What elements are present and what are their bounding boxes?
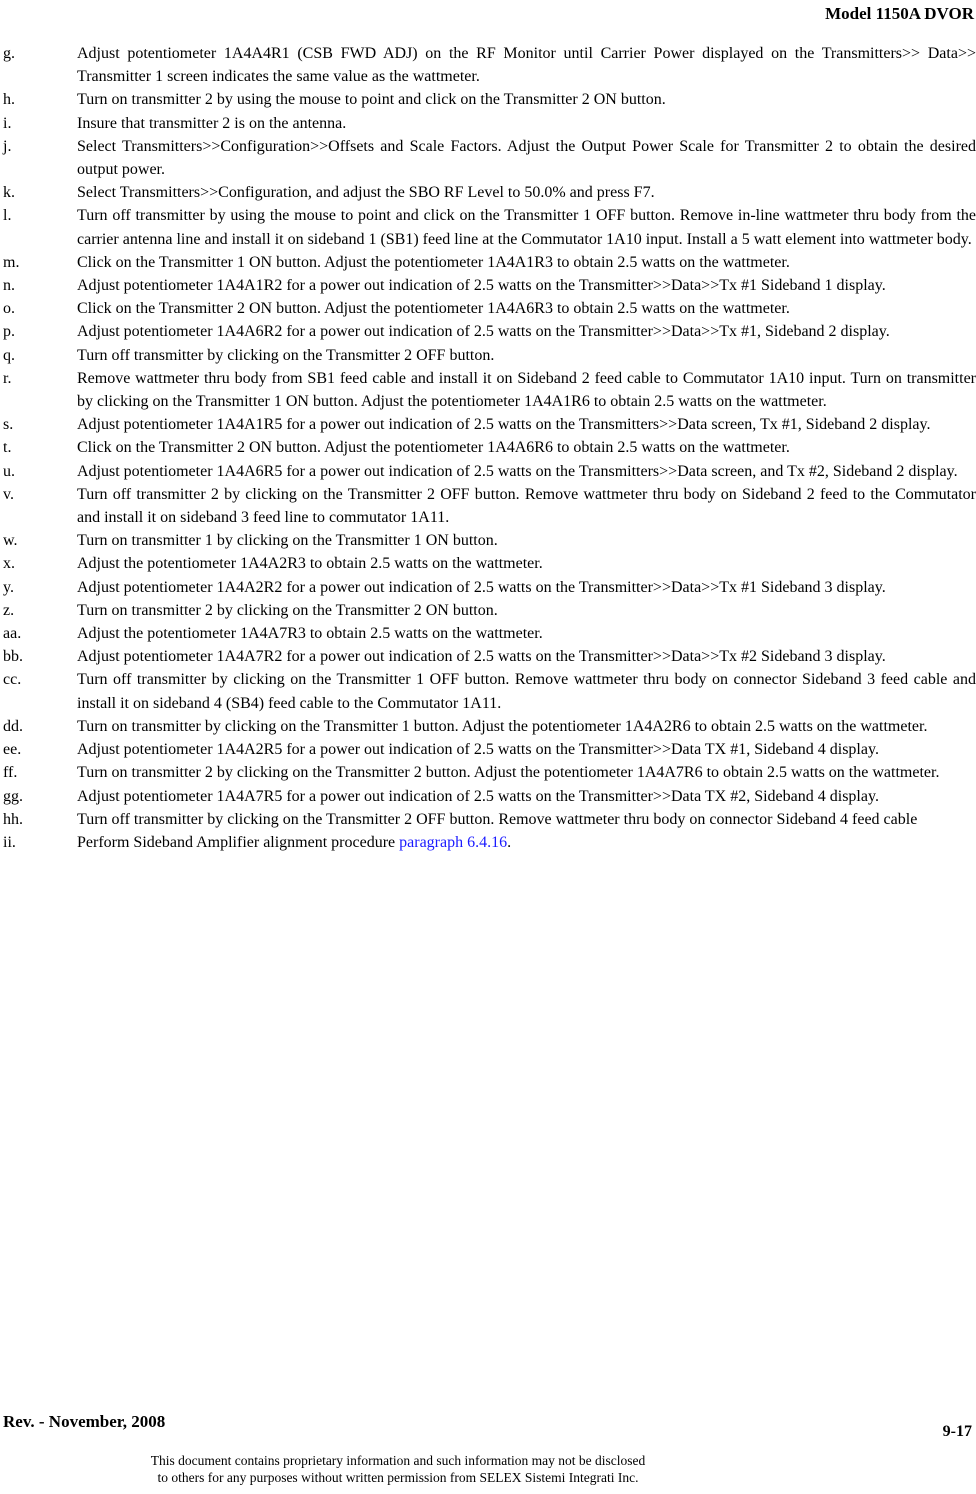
step-label: i. <box>3 114 12 132</box>
procedure-step <box>3 599 976 622</box>
paragraph-link[interactable]: paragraph 6.4.16 <box>399 833 508 851</box>
step-text <box>77 831 976 854</box>
step-text: Adjust the potentiometer 1A4A2R3 to obtain 2.5 watts on the wattmeter. <box>77 555 543 573</box>
proprietary-notice <box>0 1452 796 1486</box>
procedure-step <box>3 715 976 738</box>
step-label: cc. <box>3 671 22 689</box>
procedure-step <box>3 738 976 761</box>
step-text: Adjust potentiometer 1A4A4R1 (CSB FWD ADJ) on the RF Monitor until Carrier Power displayed on the Transmitters>> Data>> Transmitter 1 screen indicates the same value as the wattmeter. <box>77 45 976 86</box>
procedure-step <box>3 460 976 483</box>
step-text: Adjust the potentiometer 1A4A7R3 to obtain 2.5 watts on the wattmeter. <box>77 625 543 643</box>
step-label: ii. <box>3 833 16 851</box>
step-text: Adjust potentiometer 1A4A6R2 for a power out indication of 2.5 watts on the Transmitter>>Data>>Tx #1, Sideband 2 display. <box>77 323 890 341</box>
step-label: x. <box>3 555 15 573</box>
step-label: t. <box>3 439 12 457</box>
procedure-step <box>3 483 976 529</box>
step-label: m. <box>3 253 20 271</box>
step-text: Turn on transmitter by clicking on the Transmitter 1 button. Adjust the potentiometer 1A4A2R6 to obtain 2.5 watts on the wattmeter. <box>77 717 928 735</box>
procedure-step <box>3 576 976 599</box>
procedure-step <box>3 320 976 343</box>
step-text: Turn on transmitter 2 by clicking on the Transmitter 2 button. Adjust the potentiometer 1A4A7R6 to obtain 2.5 watts on the wattmeter. <box>77 764 940 782</box>
procedure-step <box>3 367 976 413</box>
step-text: Adjust potentiometer 1A4A1R2 for a power out indication of 2.5 watts on the Transmitter>>Data>>Tx #1 Sideband 1 display. <box>77 277 886 295</box>
procedure-step <box>3 529 976 552</box>
step-label: gg. <box>3 787 23 805</box>
notice-line: This document contains proprietary information and such information may not be disclosed <box>150 1453 646 1468</box>
procedure-step-list <box>3 42 976 854</box>
procedure-step <box>3 251 976 274</box>
step-text: Adjust potentiometer 1A4A2R2 for a power out indication of 2.5 watts on the Transmitter>>Data>>Tx #1 Sideband 3 display. <box>77 578 886 596</box>
revision-date: Rev. - November, 2008 <box>3 1412 166 1431</box>
procedure-step <box>3 181 976 204</box>
step-label: bb. <box>3 648 23 666</box>
step-text: Adjust potentiometer 1A4A2R5 for a power out indication of 2.5 watts on the Transmitter>>Data TX #1, Sideband 4 display. <box>77 741 879 759</box>
procedure-step <box>3 88 976 111</box>
step-label: y. <box>3 578 14 596</box>
step-text: Adjust potentiometer 1A4A6R5 for a power out indication of 2.5 watts on the Transmitters>>Data screen, and Tx #2, Sideband 2 display. <box>77 462 958 480</box>
step-text: Select Transmitters>>Configuration, and adjust the SBO RF Level to 50.0% and press F7. <box>77 184 655 202</box>
procedure-step <box>3 552 976 575</box>
page-number: 9-17 <box>942 1423 972 1440</box>
step-text: Turn on transmitter 2 by using the mouse to point and click on the Transmitter 2 ON button. <box>77 91 666 109</box>
step-label: p. <box>3 323 15 341</box>
procedure-step <box>3 42 976 88</box>
procedure-step <box>3 622 976 645</box>
step-text: Click on the Transmitter 2 ON button. Adjust the potentiometer 1A4A6R3 to obtain 2.5 watts on the wattmeter. <box>77 300 790 318</box>
procedure-step <box>3 204 976 250</box>
step-label: z. <box>3 601 15 619</box>
procedure-step <box>3 344 976 367</box>
step-label: ff. <box>3 764 18 782</box>
step-text: Turn off transmitter by using the mouse to point and click on the Transmitter 1 OFF button. Remove in-line wattmeter thru body from the carrier antenna line and install it on sideband 1 (SB1) feed line at the Commutator 1A10 input. Install a 5 watt element into wattmeter body. <box>77 207 976 248</box>
step-label: u. <box>3 462 15 480</box>
step-text: Turn off transmitter 2 by clicking on the Transmitter 2 OFF button. Remove wattmeter thru body on Sideband 2 feed to the Commutator and install it on sideband 3 feed line to commutator 1A11. <box>77 485 976 527</box>
step-label: q. <box>3 346 15 364</box>
procedure-step <box>3 761 976 784</box>
step-text: Turn on transmitter 1 by clicking on the Transmitter 1 ON button. <box>77 532 498 550</box>
step-label: j. <box>3 137 12 155</box>
procedure-step <box>3 274 976 297</box>
step-text-lead: Perform Sideband Amplifier alignment procedure <box>77 833 400 851</box>
step-label: v. <box>3 485 14 503</box>
step-label: n. <box>3 277 15 295</box>
step-text: Adjust potentiometer 1A4A7R2 for a power out indication of 2.5 watts on the Transmitter>>Data>>Tx #2 Sideband 3 display. <box>77 648 886 666</box>
step-text: Remove wattmeter thru body from SB1 feed cable and install it on Sideband 2 feed cable to Commutator 1A10 input. Turn on transmitter by clicking on the Transmitter 1 ON button. Adjust the potentiometer 1A4A1R6 to obtain 2.5 watts on the wattmeter. <box>77 369 976 411</box>
procedure-step <box>3 645 976 668</box>
step-label: s. <box>3 416 14 434</box>
procedure-step <box>3 112 976 135</box>
procedure-step <box>3 436 976 459</box>
step-label: k. <box>3 184 15 202</box>
step-label: g. <box>3 45 15 62</box>
procedure-step <box>3 413 976 436</box>
step-label: r. <box>3 369 12 387</box>
step-text: Click on the Transmitter 2 ON button. Adjust the potentiometer 1A4A6R6 to obtain 2.5 watts on the wattmeter. <box>77 439 790 457</box>
procedure-step-final <box>3 831 976 854</box>
step-label: hh. <box>3 810 23 828</box>
step-text-suffix: . <box>507 833 512 851</box>
step-label: aa. <box>3 625 22 643</box>
step-text: Turn on transmitter 2 by clicking on the Transmitter 2 ON button. <box>77 601 498 619</box>
step-label: dd. <box>3 717 23 735</box>
step-text: Insure that transmitter 2 is on the antenna. <box>77 114 347 132</box>
step-text: Select Transmitters>>Configuration>>Offsets and Scale Factors. Adjust the Output Power Scale for Transmitter 2 to obtain the desired output power. <box>77 137 976 179</box>
step-text: Click on the Transmitter 1 ON button. Adjust the potentiometer 1A4A1R3 to obtain 2.5 watts on the wattmeter. <box>77 253 790 271</box>
procedure-step <box>3 668 976 714</box>
document-header-title: Model 1150A DVOR <box>825 4 974 23</box>
step-text: Turn off transmitter by clicking on the Transmitter 2 OFF button. <box>77 346 495 364</box>
step-label: h. <box>3 91 15 109</box>
procedure-step <box>3 297 976 320</box>
step-label: ee. <box>3 741 22 759</box>
procedure-step <box>3 808 976 831</box>
step-text: Adjust potentiometer 1A4A1R5 for a power out indication of 2.5 watts on the Transmitters>>Data screen, Tx #1, Sideband 2 display. <box>77 416 931 434</box>
procedure-step <box>3 135 976 181</box>
step-label: l. <box>3 207 12 225</box>
step-text: Turn off transmitter by clicking on the Transmitter 2 OFF button. Remove wattmeter thru body on connector Sideband 4 feed cable <box>77 810 918 828</box>
notice-line: to others for any purposes without written permission from SELEX Sistemi Integrati Inc. <box>157 1470 639 1485</box>
step-text: Adjust potentiometer 1A4A7R5 for a power out indication of 2.5 watts on the Transmitter>>Data TX #2, Sideband 4 display. <box>77 787 879 805</box>
step-label: o. <box>3 300 15 318</box>
step-label: w. <box>3 532 18 550</box>
step-text: Turn off transmitter by clicking on the Transmitter 1 OFF button. Remove wattmeter thru body on connector Sideband 3 feed cable and install it on sideband 4 (SB4) feed cable to the Commutator 1A11. <box>77 671 976 712</box>
procedure-step <box>3 785 976 808</box>
